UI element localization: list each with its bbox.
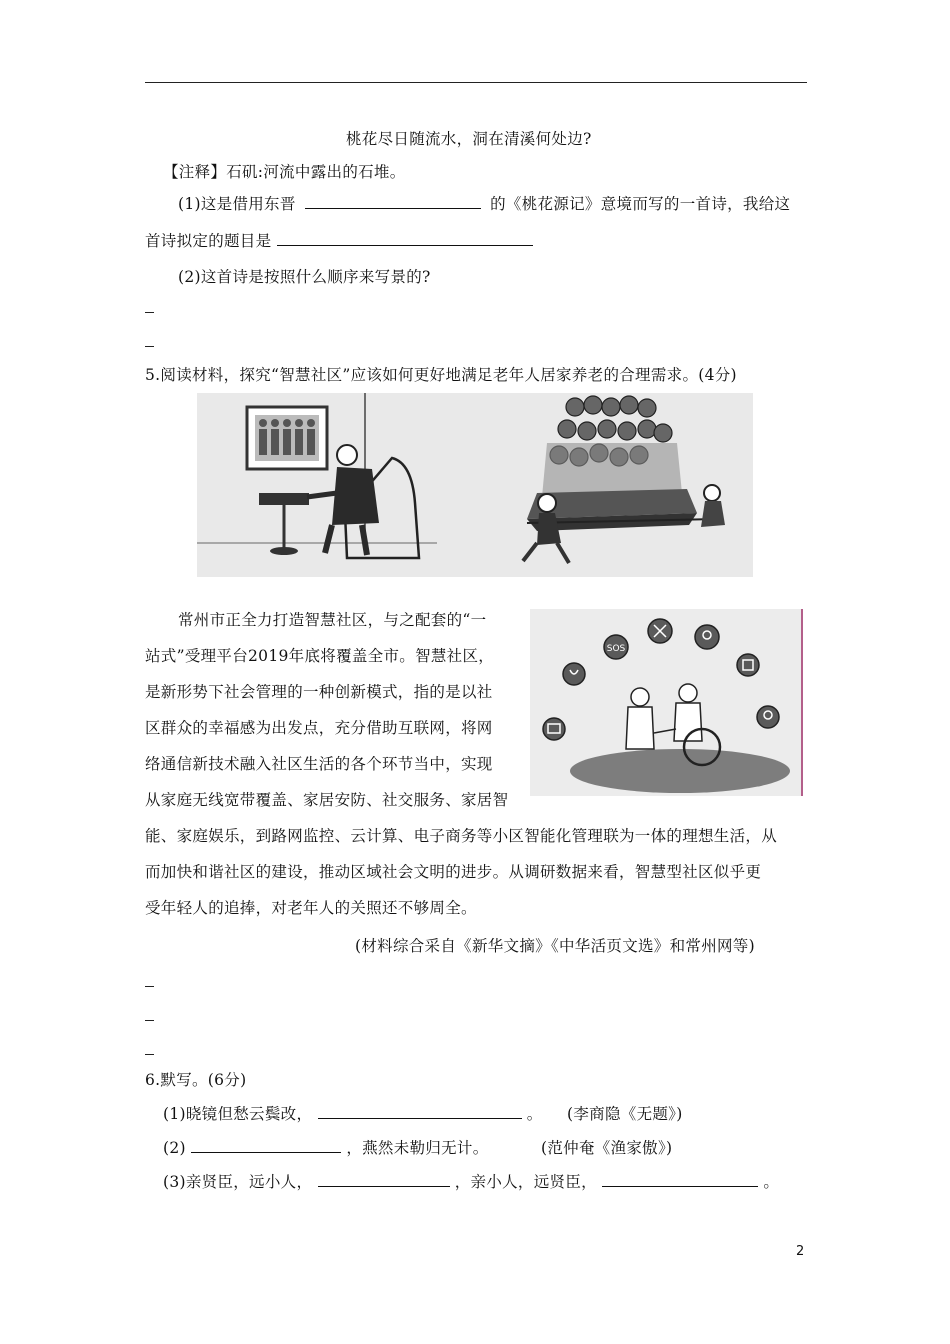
item-3-middle: ，亲小人，远贤臣，: [454, 1173, 597, 1191]
annotation-note: 【注释】石矶:河流中露出的石堆。: [163, 163, 406, 181]
answer-blank[interactable]: [318, 1172, 450, 1187]
item-2-number: (2): [163, 1139, 186, 1157]
smart-community-drawing: [530, 609, 803, 796]
smart-community-image: [530, 609, 803, 796]
question-1-text-b: 的《桃花源记》意境而写的一首诗，我给这: [490, 195, 791, 213]
answer-line[interactable]: [145, 1054, 154, 1055]
paragraph-line: 受年轻人的追捧，对老年人的关照还不够周全。: [145, 899, 477, 917]
question-2: (2)这首诗是按照什么顺序来写景的?: [178, 268, 431, 286]
question-6-item-2: [163, 1138, 672, 1158]
item-2-text: ，燕然未勒归无计。: [346, 1139, 489, 1157]
paragraph-line: 常州市正全力打造智慧社区，与之配套的“一: [178, 611, 487, 629]
answer-blank[interactable]: [318, 1104, 522, 1119]
header-rule: [145, 82, 807, 83]
answer-blank[interactable]: [602, 1172, 758, 1187]
question-6-item-1: [163, 1104, 683, 1124]
source-citation: (材料综合采自《新华文摘》《中华活页文选》和常州网等): [355, 937, 755, 955]
answer-blank-author[interactable]: [305, 194, 481, 209]
paragraph-line: 站式”受理平台2019年底将覆盖全市。智慧社区，: [145, 647, 495, 665]
question-5-title: 5.阅读材料，探究“智慧社区”应该如何更好地满足老年人居家养老的合理需求。(4分): [145, 366, 737, 384]
poem-line: 桃花尽日随流水，洞在清溪何处边?: [346, 130, 592, 148]
cartoon-drawing: [197, 393, 753, 577]
question-1-title-prompt: 首诗拟定的题目是: [145, 232, 272, 250]
paragraph-line: 而加快和谐社区的建设，推动区域社会文明的进步。从调研数据来看，智慧型社区似乎更: [145, 863, 762, 881]
question-6-title: 6.默写。(6分): [145, 1071, 247, 1089]
answer-blank-title[interactable]: [277, 231, 533, 246]
question-1: [178, 194, 790, 214]
paragraph-line: 是新形势下社会管理的一种创新模式，指的是以社: [145, 683, 493, 701]
sos-label: SOS: [606, 644, 626, 654]
item-3-end: 。: [763, 1173, 780, 1191]
question-1-line2: [145, 231, 533, 251]
item-1-prompt: (1)晓镜但愁云鬓改，: [163, 1105, 313, 1123]
answer-line[interactable]: [145, 986, 154, 987]
item-1-source: (李商隐《无题》): [567, 1105, 683, 1123]
question-1-text-a: (1)这是借用东晋: [178, 195, 296, 213]
answer-line[interactable]: [145, 1020, 154, 1021]
item-2-source: (范仲奄《渔家傲》): [541, 1139, 673, 1157]
item-1-end: 。: [526, 1105, 543, 1123]
item-3-prompt: (3)亲贤臣，远小人，: [163, 1173, 313, 1191]
paragraph-line: 能、家庭娱乐，到路网监控、云计算、电子商务等小区智能化管理联为一体的理想生活，从: [145, 827, 778, 845]
answer-line[interactable]: [145, 346, 154, 347]
page-number: 2: [796, 1244, 805, 1259]
question-6-item-3: [163, 1172, 779, 1192]
answer-line[interactable]: [145, 312, 154, 313]
cartoon-image: [197, 393, 753, 577]
paragraph-line: 络通信新技术融入社区生活的各个环节当中，实现: [145, 755, 493, 773]
answer-blank[interactable]: [191, 1138, 341, 1153]
paragraph-line: 区群众的幸福感为出发点，充分借助互联网，将网: [145, 719, 493, 737]
paragraph-line: 从家庭无线宽带覆盖、家居安防、社交服务、家居智: [145, 791, 509, 809]
